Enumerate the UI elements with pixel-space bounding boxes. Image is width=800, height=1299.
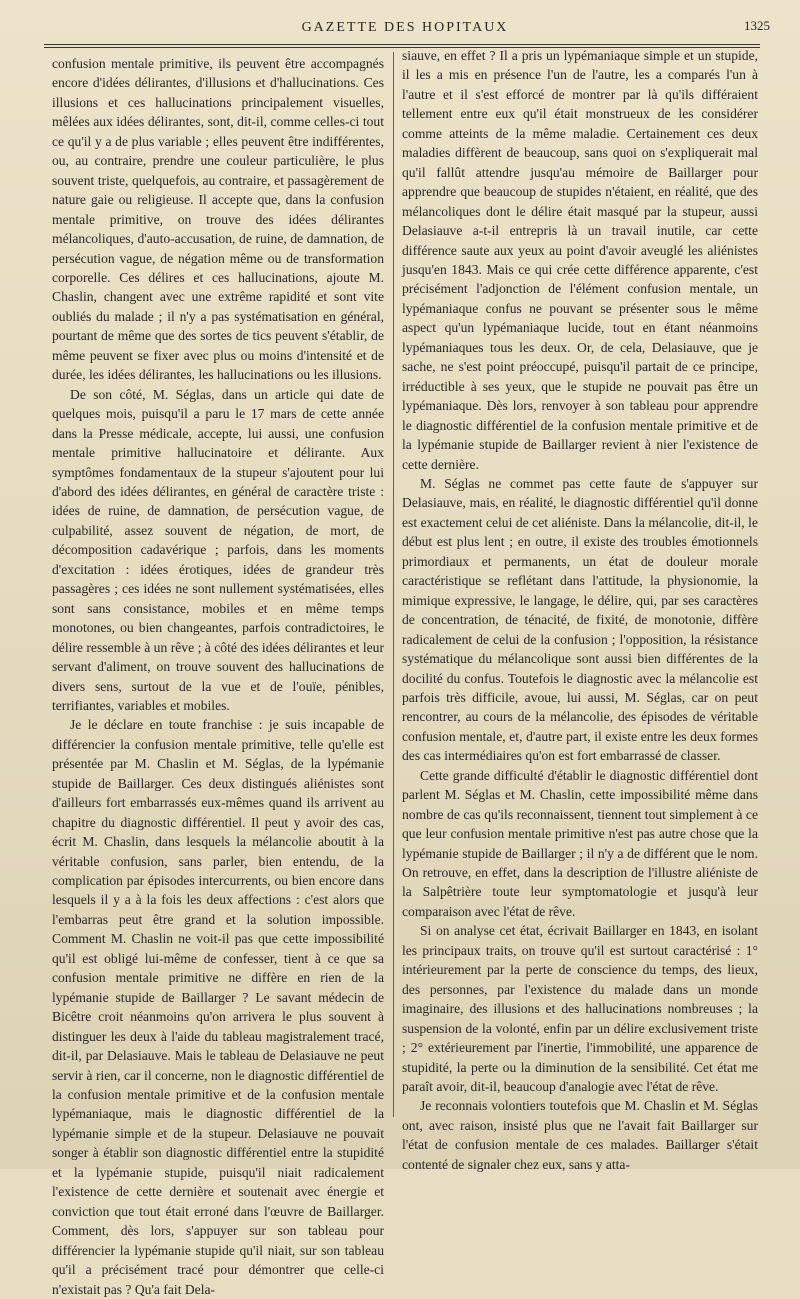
paragraph: confusion mentale primitive, ils peuvent être accompagnés encore d'idées délirantes, d'illusions et d'hallucinations. Ces illusions et ces hallucinations principalement visuelles, mêlées aux idées délirantes, sont, dit-il, comme celles-ci tout ce qu'il y a de plus variable ; elles peuvent être indifférentes, ou, au contraire, prendre une couleur particulière, le plus souvent triste, quelquefois, au contraire, et passagèrement de nature gaie ou religieuse. Il accepte que, dans la confusion mentale primitive, on trouve des idées délirantes mélancoliques, d'auto-accusation, de ruine, de damnation, de persécution vague, de négation même ou de transformation corporelle. Ces délires et ces hallucinations, ajoute M. Chaslin, changent avec une extrême rapidité et sont vite oubliés du malade ; il n'y a pas systématisation en général, pourtant de même que des sortes de tics peuvent s'établir, de même peuvent se fixer avec plus ou moins d'intensité et de durée, les idées délirantes, les hallucinations ou les illusions. bbox=[52, 56, 384, 383]
left-column bbox=[52, 54, 384, 1299]
column-divider bbox=[393, 52, 394, 1117]
paragraph: Je reconnais volontiers toutefois que M. Chaslin et M. Séglas ont, avec raison, insisté plus que ne l'avait fait Baillarger sur l'état de confusion mentale de ces malades. Baillarger s'était contenté de signaler chez eux, sans y atta- bbox=[402, 1098, 758, 1172]
paragraph: De son côté, M. Séglas, dans un article qui date de quelques mois, puisqu'il a paru le 17 mars de cette année dans la Presse médicale, accepte, lui aussi, une confusion mentale primitive hallucinatoire et délirante. Aux symptômes fondamentaux de la stupeur s'ajoutent pour lui d'abord des idées délirantes, en général de caractère triste : idées de ruine, de damnation, de persécution vague, de culpabilité, assez souvent de négation, de mort, de décomposition cadavérique ; parfois, dans les moments d'excitation : idées érotiques, idées de grandeur très passagères ; ces idées ne sont nullement systématisées, elles sont sans consistance, mobiles et en même temps monotones, ou bien changeantes, parfois contradictoires, le délire ressemble à un rêve ; à côté des idées délirantes et leur servant d'aliment, on trouve souvent des hallucinations de divers sens, surtout de la vue et de l'ouïe, pénibles, terrifiantes, variables et mobiles. bbox=[52, 386, 384, 713]
paragraph: Je le déclare en toute franchise : je suis incapable de différencier la confusion mentale primitive, telle qu'elle est présentée par M. Chaslin et M. Séglas, de la lypémanie stupide de Baillarger. Ces deux distingués aliénistes sont d'ailleurs fort embarrassés eux-mêmes quand ils arrivent au chapitre du diagnostic différentiel. Il peut y avoir des cas, écrit M. Chaslin, dans lesquels la mélancolie aboutit à la véritable confusion, sans parler, bien entendu, de la complication par épisodes intercurrents, ou bien encore dans lesquels il y a à la fois les deux affections : c'est alors que l'embarras peut être grand et la solution impossible. Comment M. Chaslin ne voit-il pas que cette impossibilité qu'il est obligé lui-même de confesser, tient à ce que sa confusion mentale primitive ne diffère en rien de la lypémanie stupide de Baillarger ? Le savant médecin de Bicêtre croit néanmoins qu'on arrivera le plus souvent à distinguer les deux à l'aide du tableau magistralement tracé, dit-il, par Delasiauve. Mais le tableau de Delasiauve ne peut servir à rien, car il concerne, non le diagnostic différentiel de la confusion mentale primitive et de la confusion mentale lypémaniaque, mais le diagnostic différentiel de la lypémanie simple et de la stupeur. Delasiauve ne pouvait songer à établir son diagnostic différentiel entre la stupidité et la lypémanie stupide, puisqu'il niait radicalement l'existence de cette dernière et soutenait avec énergie et conviction que tout était erroné dans l'œuvre de Baillarger. Comment, dès lors, s'appuyer sur son tableau pour différencier la lypémanie stupide qu'il niait, sur son tableau qu'il a précisément tracé pour démontrer que celle-ci n'existait pas ? Qu'a fait Dela- bbox=[52, 717, 384, 1297]
paragraph: Cette grande difficulté d'établir le diagnostic différentiel dont parlent M. Séglas et M. Chaslin, cette impossibilité même dans nombre de cas qu'ils reconnaissent, tiennent tout simplement à ce que leur confusion mentale primitive n'est pas autre chose que la lypémanie stupide de Baillarger ; il n'y a de différent que le nom. On retrouve, en effet, dans la description de l'illustre aliéniste de la Salpêtrière toute leur symptomatologie et jusqu'à leur comparaison avec l'état de rêve. bbox=[402, 767, 758, 919]
running-title: GAZETTE DES HOPITAUX bbox=[301, 20, 509, 35]
page-header bbox=[40, 18, 770, 38]
right-column bbox=[402, 46, 758, 1174]
page-number: 1325 bbox=[744, 18, 770, 33]
header-rule-top bbox=[44, 44, 760, 45]
paragraph: siauve, en effet ? Il a pris un lypémaniaque simple et un stupide, il les a mis en présence l'un de l'autre, les a comparés l'un à l'autre et il s'est efforcé de montrer par là qu'ils différaient tellement entre eux qu'il était monstrueux de les considérer comme atteints de la même maladie. Certainement ces deux maladies diffèrent de beaucoup, sans quoi on s'expliquerait mal qu'il fallût attendre jusqu'au mémoire de Baillarger pour apprendre que beaucoup de stupides n'étaient, en réalité, que des mélancoliques dont le délire était masqué par la stupeur, aussi Delasiauve a-t-il entrepris là un travail inutile, car cette différence saute aux yeux au point d'avoir aveuglé les aliénistes jusqu'en 1843. Mais ce qui crée cette différence apparente, c'est précisément l'adjonction de l'élément confusion mentale, un lypémaniaque confus ne pouvant se présenter sous le même aspect qu'un lypémaniaque lucide, tout en étant néanmoins lypémaniaques tous les deux. Or, de cela, Delasiauve, que je sache, ne s'est point préoccupé, puisqu'il partait de ce principe, irréductible à ses yeux, que le stupide ne pouvait pas être un lypémaniaque. Dès lors, renvoyer à son tableau pour apprendre le diagnostic différentiel de la confusion mentale primitive et de la lypémanie stupide de Baillarger revient à nier l'existence de cette dernière. bbox=[402, 48, 758, 472]
paragraph: M. Séglas ne commet pas cette faute de s'appuyer sur Delasiauve, mais, en réalité, le diagnostic différentiel qu'il donne est exactement celui de cet aliéniste. Dans la mélancolie, dit-il, le début est plus lent ; en outre, il existe des troubles émotionnels primordiaux et permanents, un état de douleur morale caractéristique se reflétant dans l'attitude, la physionomie, la mimique expressive, le langage, le délire, qui, par ses caractères de concentration, de ténacité, de fixité, de monotonie, diffère radicalement de celui de la confusion ; l'opposition, la résistance systématique du mélancolique sont aussi bien différentes de la docilité du confus. Toutefois le diagnostic avec la mélancolie est parfois très difficile, avoue, lui aussi, M. Séglas, car on peut rencontrer, au cours de la mélancolie, des épisodes de véritable confusion mentale, et, d'autre part, il existe entre les deux formes des cas intermédiaires qu'on est fort embarrassé de classer. bbox=[402, 475, 758, 764]
paragraph: Si on analyse cet état, écrivait Baillarger en 1843, en isolant les principaux traits, on trouve qu'il est surtout caractérisé : 1° intérieurement par la perte de conscience du temps, des lieux, des personnes, par l'existence du malade dans un monde imaginaire, des illusions et des hallucinations nombreuses ; la suspension de la volonté, enfin par un délire exclusivement triste ; 2° extérieurement par l'inertie, l'immobilité, une apparence de stupidité, la perte ou la diminution de la sensibilité. Cet état me paraît avoir, dit-il, beaucoup d'analogie avec l'état de rêve. bbox=[402, 923, 758, 1095]
